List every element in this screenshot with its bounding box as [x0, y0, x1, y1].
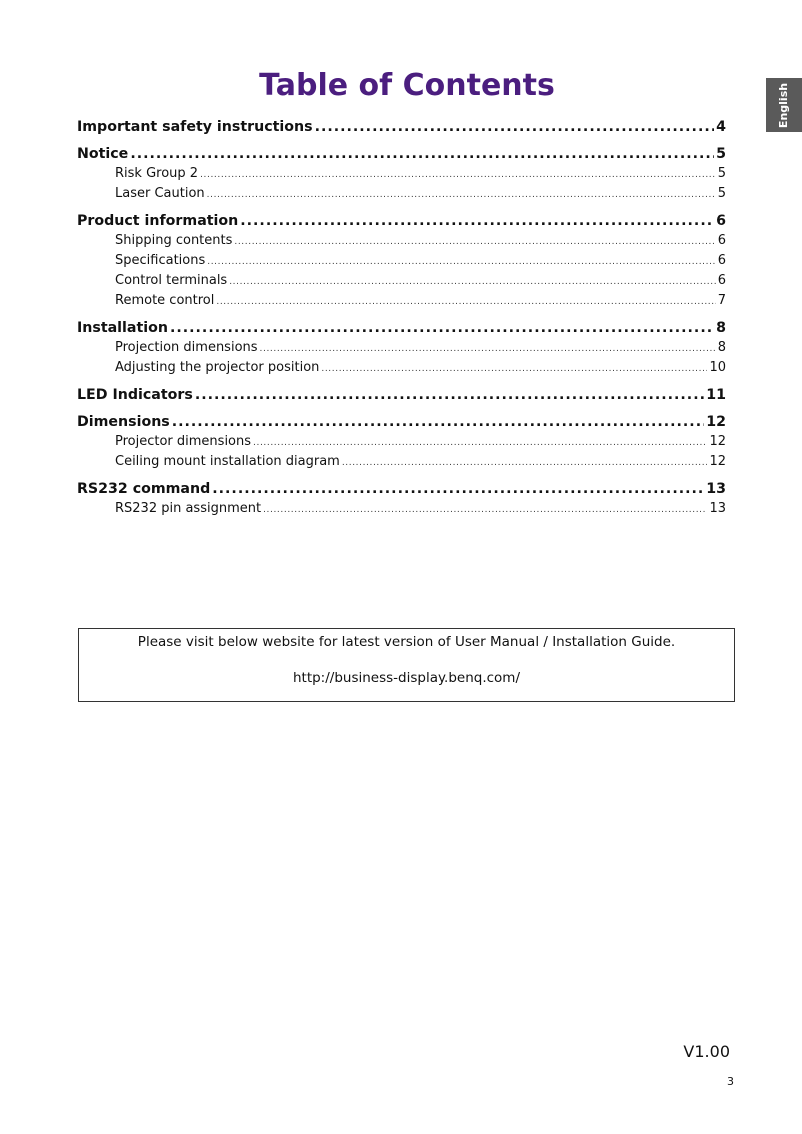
- toc-entry-label: Remote control: [115, 293, 215, 308]
- toc-leader-dots: [172, 414, 705, 430]
- toc-section-label: Notice: [77, 146, 129, 162]
- toc-section-page: 4: [716, 119, 726, 135]
- toc-entry-label: RS232 pin assignment: [115, 501, 262, 516]
- page-title: Table of Contents: [259, 68, 555, 103]
- toc-section-notice[interactable]: [77, 146, 726, 166]
- toc-entry-ceiling-mount-installation-diagram[interactable]: [77, 454, 726, 474]
- toc-entry-projection-dimensions[interactable]: [77, 340, 726, 360]
- language-tab-label: English: [777, 82, 791, 128]
- toc-section-label: LED Indicators: [77, 387, 193, 403]
- toc-leader-dots: [260, 344, 716, 354]
- notice-message: Please visit below website for latest version of User Manual / Installation Guide.: [137, 634, 676, 650]
- toc-entry-label: Specifications: [115, 253, 206, 268]
- toc-section-rs232-command[interactable]: [77, 481, 726, 501]
- toc-section-page: 13: [706, 481, 726, 497]
- toc-entry-laser-caution[interactable]: [77, 186, 726, 206]
- toc-entry-shipping-contents[interactable]: [77, 233, 726, 253]
- toc-entry-page: 5: [717, 186, 726, 201]
- toc-leader-dots: [207, 190, 716, 200]
- version-label: V1.00: [683, 1042, 730, 1061]
- toc-leader-dots: [216, 297, 715, 307]
- toc-entry-page: 6: [717, 233, 726, 248]
- toc-section-page: 6: [716, 213, 726, 229]
- toc-section-label: Important safety instructions: [77, 119, 313, 135]
- table-of-contents: [77, 116, 726, 521]
- page-number: 3: [727, 1075, 734, 1088]
- toc-entry-projector-dimensions[interactable]: [77, 434, 726, 454]
- toc-entry-page: 13: [709, 501, 726, 516]
- toc-entry-label: Shipping contents: [115, 233, 233, 248]
- toc-entry-control-terminals[interactable]: [77, 273, 726, 293]
- notice-url-link[interactable]: http://business-display.benq.com/: [292, 670, 521, 686]
- toc-entry-label: Adjusting the projector position: [115, 360, 320, 375]
- toc-leader-dots: [229, 277, 716, 287]
- toc-leader-dots: [315, 119, 715, 135]
- toc-leader-dots: [263, 505, 707, 515]
- toc-entry-page: 6: [717, 253, 726, 268]
- toc-section-label: Product information: [77, 213, 239, 229]
- toc-entry-page: 10: [709, 360, 726, 375]
- toc-section-label: Dimensions: [77, 414, 170, 430]
- toc-section-label: Installation: [77, 320, 168, 336]
- toc-leader-dots: [240, 213, 714, 229]
- toc-entry-page: 6: [717, 273, 726, 288]
- toc-entry-label: Control terminals: [115, 273, 228, 288]
- toc-section-page: 5: [716, 146, 726, 162]
- notice-box: [78, 628, 735, 702]
- toc-entry-rs232-pin-assignment[interactable]: [77, 501, 726, 521]
- toc-section-page: 12: [706, 414, 726, 430]
- toc-leader-dots: [342, 458, 708, 468]
- toc-leader-dots: [212, 481, 704, 497]
- toc-leader-dots: [253, 438, 707, 448]
- toc-section-product-information[interactable]: [77, 213, 726, 233]
- toc-entry-page: 7: [717, 293, 726, 308]
- toc-entry-label: Projector dimensions: [115, 434, 252, 449]
- toc-entry-page: 8: [717, 340, 726, 355]
- toc-entry-label: Projection dimensions: [115, 340, 258, 355]
- toc-section-dimensions[interactable]: [77, 414, 726, 434]
- toc-entry-page: 12: [709, 434, 726, 449]
- toc-entry-adjusting-the-projector-position[interactable]: [77, 360, 726, 380]
- toc-leader-dots: [207, 257, 715, 267]
- toc-section-label: RS232 command: [77, 481, 211, 497]
- toc-leader-dots: [195, 387, 704, 403]
- toc-leader-dots: [130, 146, 714, 162]
- toc-entry-label: Risk Group 2: [115, 166, 199, 181]
- toc-leader-dots: [234, 237, 715, 247]
- toc-entry-label: Ceiling mount installation diagram: [115, 454, 340, 469]
- toc-entry-specifications[interactable]: [77, 253, 726, 273]
- toc-section-page: 11: [706, 387, 726, 403]
- toc-section-page: 8: [716, 320, 726, 336]
- toc-entry-page: 5: [717, 166, 726, 181]
- toc-leader-dots: [170, 320, 714, 336]
- toc-leader-dots: [321, 364, 707, 374]
- toc-entry-remote-control[interactable]: [77, 293, 726, 313]
- toc-section-important-safety-instructions[interactable]: [77, 119, 726, 139]
- toc-entry-label: Laser Caution: [115, 186, 205, 201]
- toc-entry-risk-group-2[interactable]: [77, 166, 726, 186]
- toc-section-installation[interactable]: [77, 320, 726, 340]
- toc-leader-dots: [200, 170, 716, 180]
- toc-entry-page: 12: [709, 454, 726, 469]
- toc-section-led-indicators[interactable]: [77, 387, 726, 407]
